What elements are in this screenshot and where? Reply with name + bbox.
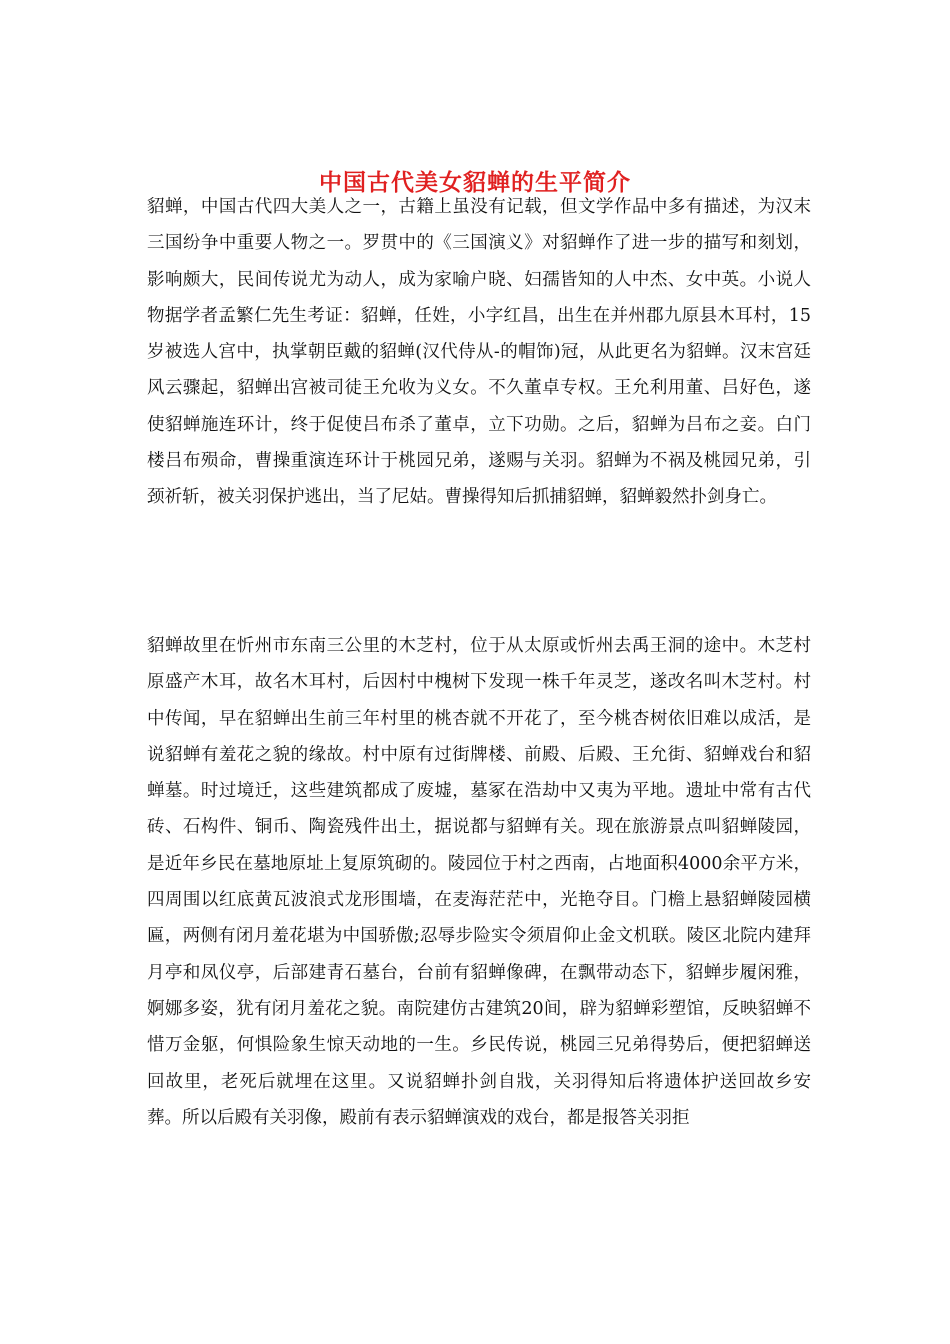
paragraph-1: 貂蝉，中国古代四大美人之一，古籍上虽没有记载，但文学作品中多有描述，为汉末三国纷争中重要人物之一。罗贯中的《三国演义》对貂蝉作了进一步的描写和刻划，影响颇大，民间传说尤为动人，成为家喻户晓、妇孺皆知的人中杰、女中英。小说人物据学者孟繁仁先生考证：貂蝉，任姓，小字红昌，出生在并州郡九原县木耳村，15岁被选人宫中，执掌朝臣戴的貂蝉(汉代侍从-的帽饰)冠，从此更名为貂蝉。汉末宫廷风云骤起，貂蝉出宫被司徒王允收为义女。不久董卓专权。王允利用董、吕好色，遂使貂蝉施连环计，终于促使吕布杀了董卓，立下功勋。之后，貂蝉为吕布之妾。白门楼吕布殒命，曹操重演连环计于桃园兄弟，遂赐与关羽。貂蝉为不祸及桃园兄弟，引颈祈斩，被关羽保护逃出，当了尼姑。曹操得知后抓捕貂蝉，貂蝉毅然扑剑身亡。: [147, 197, 811, 508]
document-title: 中国古代美女貂蝉的生平简介: [319, 169, 631, 197]
paragraph-2: 貂蝉故里在忻州市东南三公里的木芝村，位于从太原或忻州去禹王洞的途中。木芝村原盛产木耳，故名木耳村，后因村中槐树下发现一株千年灵芝，遂改名叫木芝村。村中传闻，早在貂蝉出生前三年村里的桃杏就不开花了，至今桃杏树依旧难以成活，是说貂蝉有羞花之貌的缘故。村中原有过街牌楼、前殿、后殿、王允街、貂蝉戏台和貂蝉墓。时过境迁，这些建筑都成了废墟，墓冢在浩劫中又夷为平地。遗址中常有古代砖、石构件、铜币、陶瓷残件出土，据说都与貂蝉有关。现在旅游景点叫貂蝉陵园，是近年乡民在墓地原址上复原筑砌的。陵园位于村之西南，占地面积4000余平方米，四周围以红底黄瓦波浪式龙形围墙，在麦海茫茫中，光艳夺目。门檐上悬貂蝉陵园横匾，两侧有闭月羞花堪为中国骄傲;忍辱步险实令须眉仰止金文机联。陵区北院内建拜月亭和凤仪亭，后部建青石墓台，台前有貂蝉像碑，在飘带动态下，貂蝉步履闲雅，婀娜多姿，犹有闭月羞花之貌。南院建仿古建筑20间，辟为貂蝉彩塑馆，反映貂蝉不惜万金躯，何惧险象生惊天动地的一生。乡民传说，桃园三兄弟得势后，便把貂蝉送回故里，老死后就埋在这里。又说貂蝉扑剑自戕，关羽得知后将遗体护送回故乡安葬。所以后殿有关羽像，殿前有表示貂蝉演戏的戏台，都是报答关羽拒: [147, 636, 811, 1128]
